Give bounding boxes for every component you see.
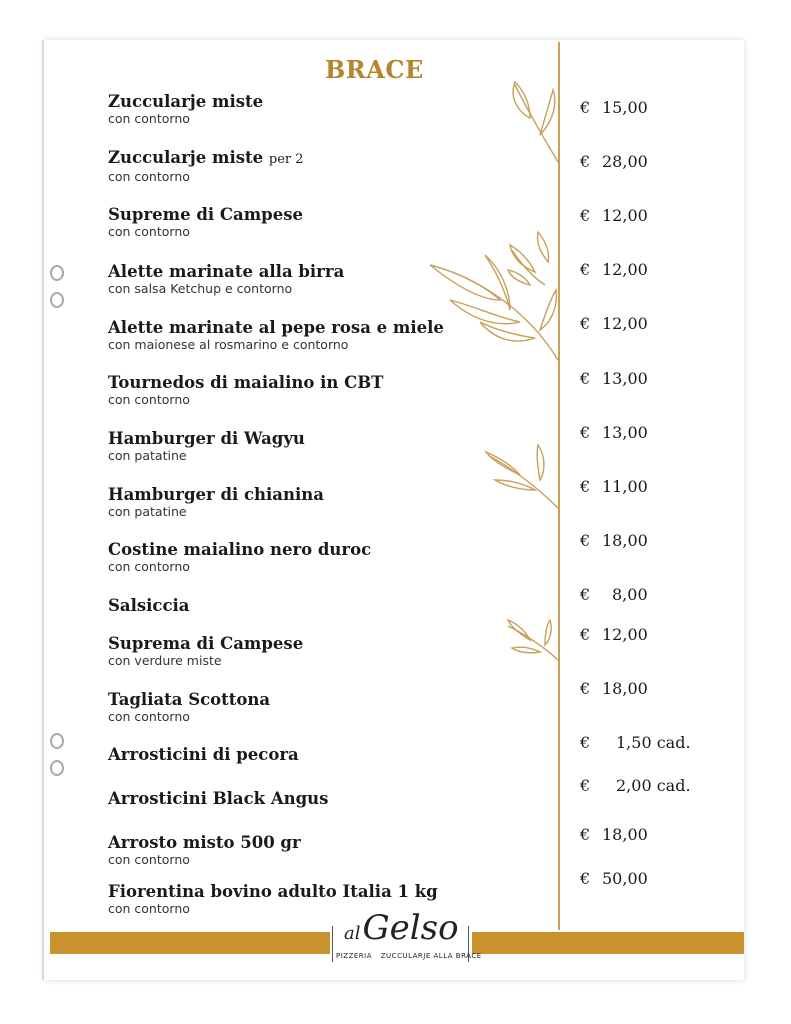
menu-item: [108, 540, 528, 574]
menu-item: [108, 262, 528, 296]
section-title: BRACE: [325, 55, 424, 84]
logo-left-tag: PIZZERIA: [336, 952, 373, 960]
menu-item: [108, 318, 528, 352]
item-description: con contorno: [108, 709, 190, 724]
item-price: € 50,00: [580, 869, 648, 888]
item-name: Fiorentina bovino adulto Italia 1 kg: [108, 882, 438, 901]
item-description: con contorno: [108, 901, 190, 916]
menu-item: [108, 205, 528, 239]
item-description: con patatine: [108, 504, 187, 519]
logo-right-tag: ZUCCULARJE ALLA BRACE: [380, 952, 482, 960]
item-price: € 8,00: [580, 585, 648, 604]
menu-item: [108, 833, 528, 867]
item-description: con verdure miste: [108, 653, 222, 668]
item-name: Alette marinate alla birra: [108, 262, 345, 281]
footer-bar-left: [50, 932, 330, 954]
item-price: € 1,50 cad.: [580, 733, 691, 752]
item-price: € 18,00: [580, 679, 648, 698]
item-name: Alette marinate al pepe rosa e miele: [108, 318, 444, 337]
item-description: con salsa Ketchup e contorno: [108, 281, 293, 296]
item-name: Costine maialino nero duroc: [108, 540, 372, 559]
item-description: con contorno: [108, 169, 190, 184]
item-price: € 12,00: [580, 206, 648, 225]
menu-item: [108, 373, 528, 407]
item-description: con contorno: [108, 852, 190, 867]
logo-name: Gelso: [362, 908, 459, 948]
menu-item: [108, 690, 528, 724]
item-description: con patatine: [108, 448, 187, 463]
menu-item: [108, 148, 528, 184]
item-name: Tagliata Scottona: [108, 690, 271, 709]
item-name: Arrosticini Black Angus: [108, 789, 329, 808]
item-price: € 18,00: [580, 531, 648, 550]
item-name: Salsiccia: [108, 596, 190, 615]
item-name: Suprema di Campese: [108, 634, 304, 653]
item-description: con contorno: [108, 224, 190, 239]
item-price: € 15,00: [580, 98, 648, 117]
item-price: € 11,00: [580, 477, 648, 496]
item-name: Arrosticini di pecora: [108, 745, 299, 764]
item-name: Zuccularje miste: [108, 92, 264, 111]
item-description: con maionese al rosmarino e contorno: [108, 337, 349, 352]
item-price: € 2,00 cad.: [580, 776, 691, 795]
item-name: Zuccularje miste: [108, 148, 264, 167]
item-price: € 12,00: [580, 260, 648, 279]
item-name: Hamburger di Wagyu: [108, 429, 305, 448]
item-description: con contorno: [108, 111, 190, 126]
item-description: con contorno: [108, 559, 190, 574]
menu-item: [108, 596, 528, 615]
item-price: € 12,00: [580, 625, 648, 644]
footer-bar-right: [472, 932, 744, 954]
item-price: € 18,00: [580, 825, 648, 844]
menu-item: [108, 429, 528, 463]
item-note: per 2: [268, 152, 304, 167]
item-name: Tournedos di maialino in CBT: [108, 373, 384, 392]
item-description: con contorno: [108, 392, 190, 407]
menu-item: [108, 789, 528, 808]
item-name: Hamburger di chianina: [108, 485, 324, 504]
menu-item: [108, 92, 528, 126]
item-name: Arrosto misto 500 gr: [108, 833, 301, 852]
menu-item: [108, 634, 528, 668]
item-price: € 13,00: [580, 423, 648, 442]
menu-item: [108, 485, 528, 519]
item-price: € 12,00: [580, 314, 648, 333]
logo: [330, 908, 482, 968]
logo-prefix: al: [344, 923, 361, 944]
item-name: Supreme di Campese: [108, 205, 303, 224]
item-price: € 28,00: [580, 152, 648, 171]
menu-item: [108, 745, 528, 764]
item-price: € 13,00: [580, 369, 648, 388]
